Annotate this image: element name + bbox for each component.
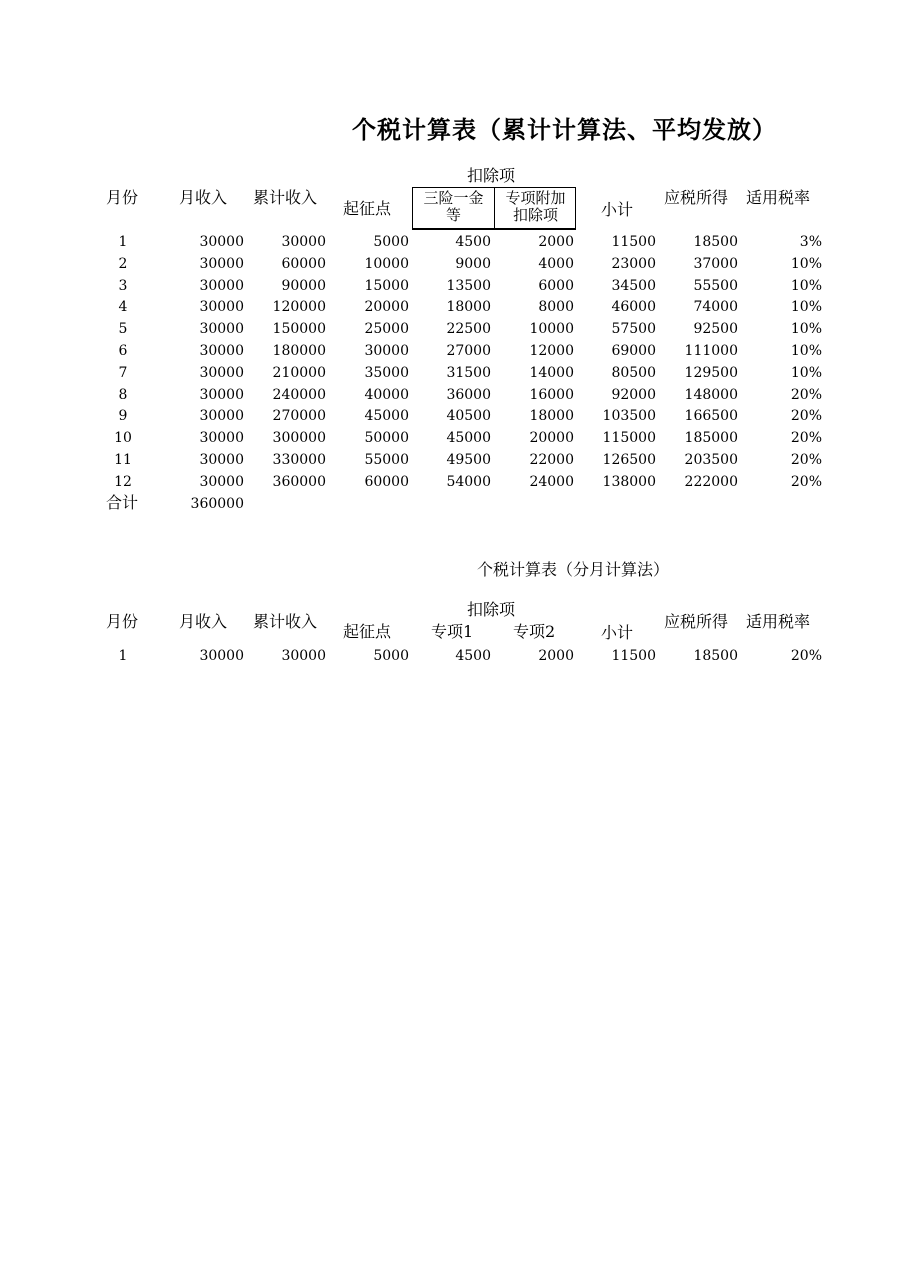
- second-table-title: 个税计算表（分月计算法）: [477, 560, 670, 579]
- t1-cell-subtotal: 23000: [611, 255, 656, 272]
- t1-cell-taxable: 18500: [693, 234, 738, 250]
- t1-cell-income: 30000: [199, 234, 244, 250]
- total-label: 合计: [106, 493, 139, 512]
- total-income: 360000: [190, 496, 244, 512]
- t1-cell-cumulative: 180000: [272, 343, 326, 359]
- t1-cell-cumulative: 360000: [272, 473, 326, 490]
- t1-cell-income: 30000: [199, 408, 244, 425]
- page-title: 个税计算表（累计计算法、平均发放）: [352, 115, 777, 144]
- t1-cell-cumulative: 210000: [272, 364, 326, 381]
- t1-cell-threshold: 10000: [364, 255, 409, 272]
- t1-cell-taxable: 166500: [684, 408, 738, 425]
- header-cumulative-income: 累计收入: [253, 188, 318, 207]
- t1-cell-insurance: 36000: [446, 386, 491, 403]
- t1-cell-insurance: 49500: [446, 452, 491, 468]
- t1-cell-insurance: 54000: [446, 473, 491, 490]
- t1-cell-subtotal: 11500: [611, 234, 656, 250]
- t1-cell-month: 8: [118, 386, 128, 403]
- t1-cell-insurance: 22500: [446, 321, 491, 338]
- t1-cell-subtotal: 57500: [611, 321, 656, 338]
- t1-cell-taxable: 148000: [684, 386, 738, 403]
- t1-cell-month: 11: [114, 452, 132, 468]
- t1-cell-rate: 10%: [790, 343, 822, 359]
- t2-cell-threshold: 5000: [373, 648, 409, 664]
- t1-cell-subtotal: 126500: [602, 452, 656, 468]
- t1-cell-special: 18000: [529, 408, 574, 425]
- t1-cell-special: 8000: [538, 299, 574, 316]
- t1-cell-insurance: 18000: [446, 299, 491, 316]
- header-deduction-group: 扣除项: [467, 166, 516, 185]
- header-subtotal: 小计: [601, 200, 634, 219]
- t1-cell-special: 4000: [538, 255, 574, 272]
- t2-header-item1: 专项1: [431, 622, 474, 641]
- t2-header-threshold: 起征点: [343, 622, 392, 641]
- t2-cell-special: 2000: [538, 648, 574, 664]
- t1-cell-rate: 20%: [790, 430, 822, 447]
- t1-cell-rate: 20%: [790, 386, 822, 403]
- t1-cell-income: 30000: [199, 343, 244, 359]
- t1-cell-rate: 20%: [790, 452, 822, 468]
- t1-cell-month: 5: [118, 321, 128, 338]
- t2-header-cumulative-income: 累计收入: [253, 612, 318, 631]
- t1-cell-insurance: 9000: [455, 255, 491, 272]
- t2-cell-rate: 20%: [790, 648, 822, 664]
- t1-cell-month: 1: [118, 234, 128, 250]
- t1-cell-subtotal: 103500: [602, 408, 656, 425]
- t1-cell-cumulative: 60000: [281, 255, 326, 272]
- t1-cell-month: 3: [118, 277, 128, 294]
- header-threshold: 起征点: [343, 199, 392, 218]
- header-special-deduction: [495, 190, 576, 224]
- t1-cell-subtotal: 138000: [602, 473, 656, 490]
- t1-cell-subtotal: 69000: [611, 343, 656, 359]
- t2-header-deduction-group: 扣除项: [467, 600, 516, 619]
- t1-cell-threshold: 50000: [364, 430, 409, 447]
- header-special-line1: 专项附加: [505, 189, 566, 207]
- t1-cell-threshold: 15000: [364, 277, 409, 294]
- t1-cell-threshold: 5000: [373, 234, 409, 250]
- t2-header-tax-rate: 适用税率: [746, 612, 811, 631]
- t1-cell-cumulative: 330000: [272, 452, 326, 468]
- t1-cell-rate: 10%: [790, 299, 822, 316]
- header-month: 月份: [106, 188, 139, 207]
- header-taxable-income: 应税所得: [664, 188, 729, 207]
- t1-cell-subtotal: 34500: [611, 277, 656, 294]
- t1-cell-month: 12: [114, 473, 132, 490]
- t1-cell-threshold: 40000: [364, 386, 409, 403]
- t1-cell-insurance: 27000: [446, 343, 491, 359]
- t1-cell-subtotal: 115000: [602, 430, 656, 447]
- t1-cell-special: 22000: [529, 452, 574, 468]
- t1-cell-rate: 10%: [790, 364, 822, 381]
- t1-cell-special: 12000: [529, 343, 574, 359]
- header-income: 月收入: [179, 188, 228, 207]
- t1-cell-taxable: 185000: [684, 430, 738, 447]
- t2-header-item2: 专项2: [513, 622, 556, 641]
- t1-cell-special: 10000: [529, 321, 574, 338]
- t2-cell-subtotal: 11500: [611, 648, 656, 664]
- t2-header-taxable-income: 应税所得: [664, 612, 729, 631]
- t1-cell-threshold: 55000: [364, 452, 409, 468]
- t1-cell-cumulative: 270000: [272, 408, 326, 425]
- t1-cell-subtotal: 80500: [611, 364, 656, 381]
- header-insurance-line2: 等: [445, 206, 461, 224]
- t1-cell-insurance: 4500: [455, 234, 491, 250]
- t1-cell-threshold: 30000: [364, 343, 409, 359]
- t1-cell-income: 30000: [199, 277, 244, 294]
- t1-cell-special: 24000: [529, 473, 574, 490]
- t1-cell-threshold: 35000: [364, 364, 409, 381]
- t1-cell-insurance: 31500: [446, 364, 491, 381]
- t1-cell-month: 7: [118, 364, 128, 381]
- t1-cell-month: 2: [118, 255, 128, 272]
- t1-cell-month: 6: [118, 343, 128, 359]
- t2-header-income: 月收入: [179, 612, 228, 631]
- t1-cell-threshold: 20000: [364, 299, 409, 316]
- t1-cell-taxable: 222000: [684, 473, 738, 490]
- t1-cell-cumulative: 300000: [272, 430, 326, 447]
- t1-cell-taxable: 74000: [693, 299, 738, 316]
- t2-cell-taxable: 18500: [693, 648, 738, 664]
- t1-cell-threshold: 60000: [364, 473, 409, 490]
- header-tax-rate: 适用税率: [746, 188, 811, 207]
- t1-cell-taxable: 203500: [684, 452, 738, 468]
- t1-cell-special: 16000: [529, 386, 574, 403]
- t1-cell-cumulative: 30000: [281, 234, 326, 250]
- t1-cell-subtotal: 92000: [611, 386, 656, 403]
- t1-cell-threshold: 25000: [364, 321, 409, 338]
- t2-cell-cumulative: 30000: [281, 648, 326, 664]
- t2-header-subtotal: 小计: [601, 623, 634, 642]
- header-insurance: [413, 190, 494, 224]
- t1-cell-income: 30000: [199, 321, 244, 338]
- t1-cell-taxable: 129500: [684, 364, 738, 381]
- t1-cell-rate: 20%: [790, 473, 822, 490]
- t1-cell-month: 4: [118, 299, 128, 316]
- t1-cell-income: 30000: [199, 386, 244, 403]
- t1-cell-threshold: 45000: [364, 408, 409, 425]
- t1-cell-income: 30000: [199, 473, 244, 490]
- t1-cell-insurance: 45000: [446, 430, 491, 447]
- t1-cell-income: 30000: [199, 255, 244, 272]
- t1-cell-month: 10: [114, 430, 132, 447]
- t1-cell-taxable: 55500: [693, 277, 738, 294]
- t2-cell-month: 1: [118, 648, 128, 664]
- header-insurance-line1: 三险一金: [423, 189, 484, 207]
- t1-cell-special: 20000: [529, 430, 574, 447]
- t1-cell-cumulative: 150000: [272, 321, 326, 338]
- t1-cell-cumulative: 120000: [272, 299, 326, 316]
- t1-cell-special: 2000: [538, 234, 574, 250]
- t1-cell-taxable: 92500: [693, 321, 738, 338]
- t1-cell-rate: 10%: [790, 255, 822, 272]
- t1-cell-special: 6000: [538, 277, 574, 294]
- t1-cell-cumulative: 90000: [281, 277, 326, 294]
- t1-cell-income: 30000: [199, 364, 244, 381]
- t1-cell-income: 30000: [199, 452, 244, 468]
- t1-cell-cumulative: 240000: [272, 386, 326, 403]
- t1-cell-insurance: 13500: [446, 277, 491, 294]
- t2-cell-income: 30000: [199, 648, 244, 664]
- t1-cell-rate: 20%: [790, 408, 822, 425]
- t1-cell-month: 9: [118, 408, 128, 425]
- t1-cell-insurance: 40500: [446, 408, 491, 425]
- t1-cell-subtotal: 46000: [611, 299, 656, 316]
- t1-cell-taxable: 37000: [693, 255, 738, 272]
- t1-cell-rate: 10%: [790, 277, 822, 294]
- t1-cell-income: 30000: [199, 299, 244, 316]
- t1-cell-special: 14000: [529, 364, 574, 381]
- t1-cell-rate: 10%: [790, 321, 822, 338]
- t1-cell-rate: 3%: [799, 234, 822, 250]
- t1-cell-taxable: 111000: [684, 343, 738, 359]
- t2-cell-insurance: 4500: [455, 648, 491, 664]
- t2-header-month: 月份: [106, 612, 139, 631]
- t1-cell-income: 30000: [199, 430, 244, 447]
- header-special-line2: 扣除项: [512, 206, 558, 224]
